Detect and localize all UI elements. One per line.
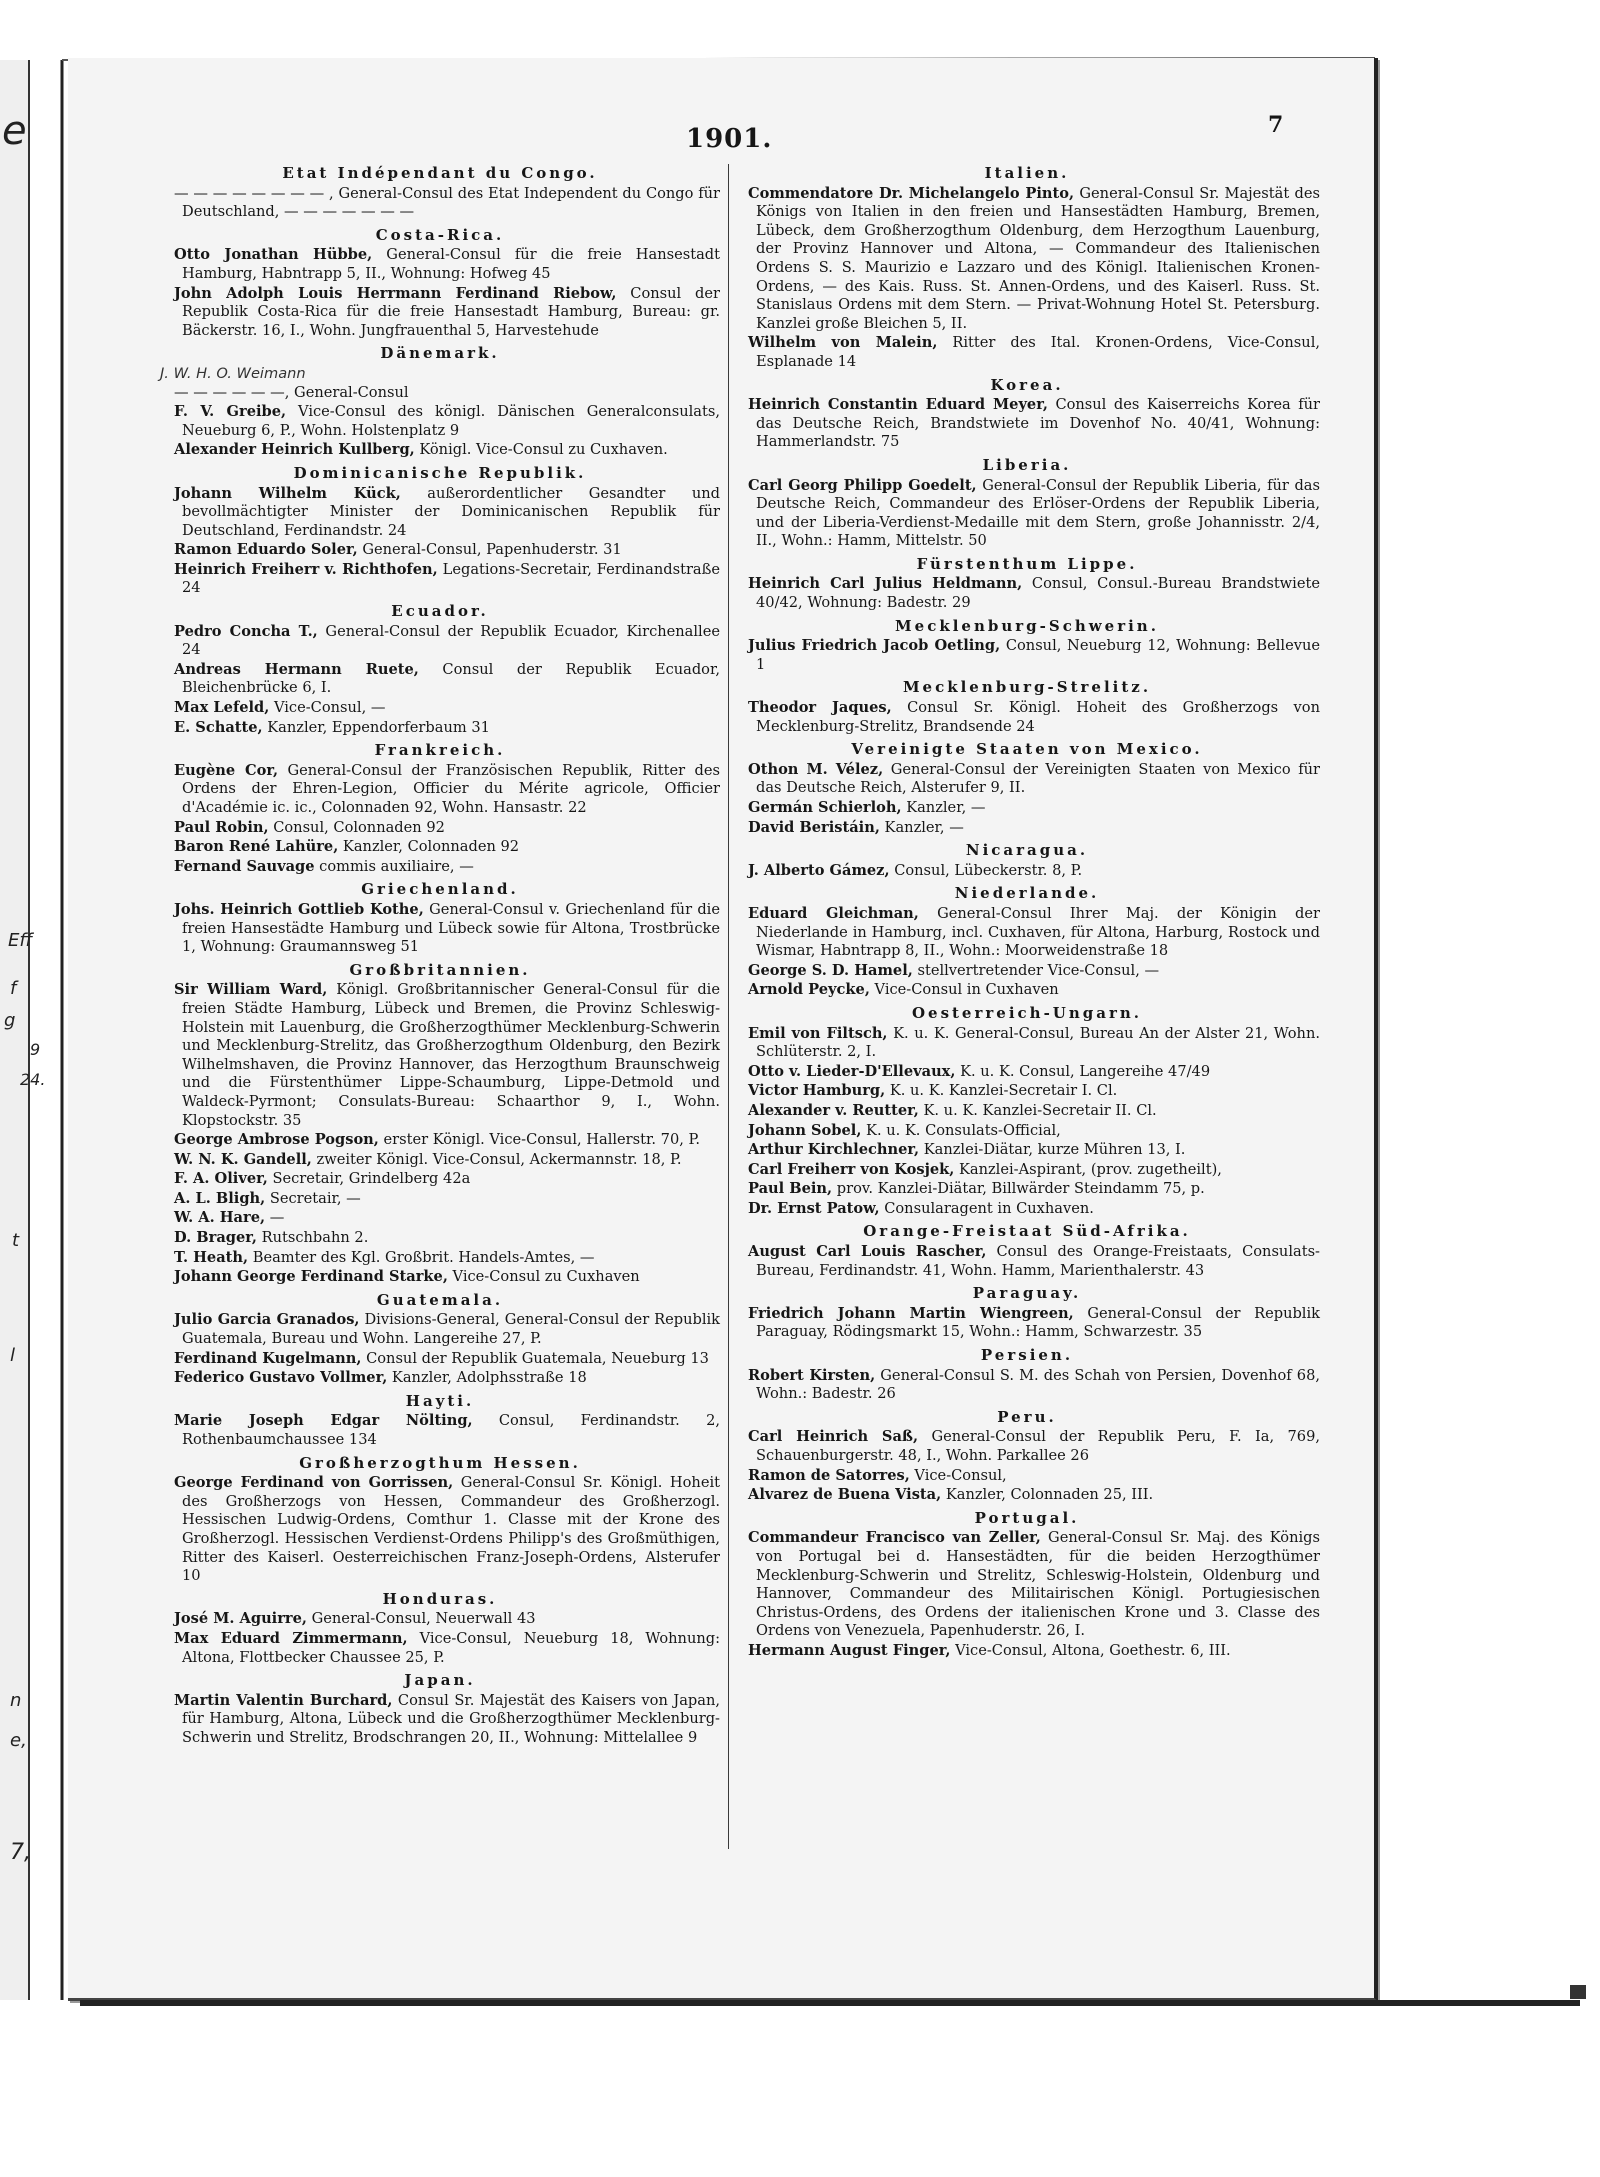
entry-text: Königl. Vice-Consul zu Cuxhaven. [414,441,668,459]
section-heading: Portugal. [974,1508,1080,1527]
entry-text: Consul des Kaiserreichs Korea für das Deutsche Reich, Brandstwiete im Dovenhof No. 40/41, Wohnung: Hammerlandstr. 75 [756,396,1320,451]
entry-text: — [265,1209,285,1227]
entry-name: Martin Valentin Burchard, [174,1691,393,1709]
directory-entry [160,719,720,738]
directory-entry [160,285,720,341]
directory-entry [160,858,720,877]
directory-entry [734,1642,1320,1661]
entry-text: Consul der Republik Ecuador, Bleichenbrücke 6, I. [182,660,720,697]
directory-entry [734,1305,1320,1342]
directory-entry [734,799,1320,818]
entry-name: Johann Wilhelm Kück, [174,484,401,502]
section-heading: Costa-Rica. [375,225,505,244]
margin-note: 24. [20,1070,46,1089]
entry-name: George Ferdinand von Gorrissen, [174,1474,454,1492]
margin-note: 9 [30,1040,41,1059]
margin-note: Eff [8,930,33,951]
entry-name: Julius Friedrich Jacob Oetling, [748,637,1001,655]
handwritten-annotation: J. W. H. O. Weimann [160,364,306,382]
entry-text: General-Consul der Republik Ecuador, Kirchenallee 24 [182,622,720,659]
entry-name: Othon M. Vélez, [748,760,884,778]
directory-entry [160,1692,720,1748]
directory-entry [734,1200,1320,1219]
entry-text: Königl. Großbritannischer General-Consul für die freien Städte Hamburg, Lübeck und Bremen, die Provinz Schleswig-Holstein mit Lauenburg, die Großherzogthümer Mecklenburg-Schwerin und Mecklenburg-Strelitz, das Großherzogthum Oldenburg, den Bezirk Wilhelmshaven, die Provinz Hannover, das Herzogthum Braunschweig und die Fürstenthümer Lippe-Schaumburg, Lippe-Detmold und Waldeck-Pyrmont; Consulats-Bureau: Schaarthor 9, I., Wohn. Klopstockstr. 35 [182,981,720,1129]
entry-text: Ritter des Ital. Kronen-Ordens, Vice-Consul, Esplanade 14 [756,334,1321,370]
entry-text: General-Consul der Republik Peru, F. Ia, 769, Schauenburgerstr. 48, I., Wohn. Parkallee 26 [756,1428,1320,1464]
entry-text: Consul, Ferdinandstr. 2, Rothenbaumchaussee 134 [182,1412,720,1448]
section-heading: Korea. [990,375,1064,394]
entry-name: Arnold Peycke, [748,981,870,999]
directory-entry [160,699,720,718]
entry-name: John Adolph Louis Herrmann Ferdinand Riebow, [174,284,617,302]
entry-name: Eduard Gleichman, [748,904,919,922]
entry-name: Johs. Heinrich Gottlieb Kothe, [174,900,424,918]
directory-entry [734,1063,1320,1082]
section-heading: Italien. [984,164,1070,182]
entry-name: Pedro Concha T., [174,622,318,640]
entry-name: Commandeur Francisco van Zeller, [748,1529,1041,1547]
directory-entry [734,905,1320,961]
margin-note: 7, [10,1840,31,1865]
directory-entry [160,403,720,440]
entry-text: General-Consul S. M. des Schah von Persien, Dovenhof 68, Wohn.: Badestr. 26 [756,1366,1320,1403]
directory-entry [160,623,720,660]
directory-entry [734,1428,1320,1465]
entry-name: José M. Aguirre, [174,1610,307,1628]
entry-text: Consul, Neueburg 12, Wohnung: Bellevue 1 [756,637,1320,673]
directory-entry [160,384,720,403]
entry-name: Emil von Filtsch, [748,1024,888,1042]
entry-text: — — — — — —, General-Consul [174,383,409,401]
directory-entry [734,1243,1320,1280]
entry-text: General-Consul der Vereinigten Staaten von Mexico für das Deutsche Reich, Alsterufer 9, II. [756,760,1320,797]
entry-name: Baron René Lahüre, [174,838,339,856]
entry-name: Hermann August Finger, [748,1641,951,1659]
entry-name: Dr. Ernst Patow, [748,1199,880,1217]
entry-text: General-Consul v. Griechenland für die freien Hansestädte Hamburg und Lübeck sowie für Altona, Trostbrücke 1, Wohnung: Graumannsweg 51 [182,900,720,956]
entry-name: T. Heath, [174,1248,249,1266]
entry-text: Vice-Consul des königl. Dänischen Generalconsulats, Neueburg 6, P., Wohn. Holstenplatz 9 [182,403,720,439]
page-number: 7 [1268,112,1284,138]
entry-text: K. u. K. Kanzlei-Secretair I. Cl. [885,1082,1118,1100]
entry-text: Kanzler, — [879,818,964,836]
entry-text: außerordentlicher Gesandter und bevollmächtigter Minister der Dominicanischen Republik für Deutschland, Ferdinandstr. 24 [182,484,720,539]
entry-name: J. Alberto Gámez, [748,861,890,879]
directory-entry [734,962,1320,981]
entry-name: F. V. Greibe, [174,403,287,421]
section-heading: Dänemark. [380,344,500,363]
directory-entry [160,541,720,560]
entry-text: Consularagent in Cuxhaven. [879,1199,1094,1217]
entry-name: Andreas Hermann Ruete, [174,660,419,678]
directory-entry [160,1474,720,1586]
entry-name: Theodor Jaques, [748,699,892,717]
entry-name: F. A. Oliver, [174,1170,268,1188]
section-heading: Hayti. [405,1391,475,1410]
section-heading: Honduras. [382,1589,498,1608]
section-heading: Mecklenburg-Schwerin. [895,616,1159,635]
entry-name: Carl Georg Philipp Goedelt, [748,476,977,494]
directory-entry [160,561,720,598]
entry-text: General-Consul Ihrer Maj. der Königin der Niederlande in Hamburg, incl. Cuxhaven, für Altona, Harburg, Rostock und Wismar, Habntrapp 8, II., Wohn.: Moorweidenstraße 18 [756,904,1321,960]
entry-name: Heinrich Carl Julius Heldmann, [748,575,1023,593]
entry-name: Heinrich Constantin Eduard Meyer, [748,396,1048,414]
entry-name: Julio Garcia Granados, [174,1311,360,1329]
section-heading: Guatemala. [376,1290,504,1309]
entry-name: W. N. K. Gandell, [174,1150,312,1168]
directory-entry [734,334,1320,371]
entry-text: General-Consul Sr. Majestät des Königs von Italien in den freien und Hansestädten Hamburg, Bremen, Lübeck, dem Großherzogthum Oldenburg, dem Herzogthum Lauenburg, der Provinz Hannover und Altona, — Commandeur des Italienischen Ordens S. S. Maurizio e Lazzaro und des Königl. Italienischen Kronen-Ordens, — des Kais. Russ. St. Annen-Ordens, und des Kaiserl. Russ. St. Stanislaus Ordens mit dem Stern. — Privat-Wohnung Hotel St. Petersburg. Kanzlei große Bleichen 5, II. [756,184,1320,332]
entry-text: Divisions-General, General-Consul der Republik Guatemala, Bureau und Wohn. Langereihe 27, P. [182,1311,720,1348]
directory-entry [734,819,1320,838]
entry-name: Carl Freiherr von Kosjek, [748,1160,955,1178]
entry-name: E. Schatte, [174,718,263,736]
directory-entry [734,1467,1320,1486]
entry-name: Federico Gustavo Vollmer, [174,1369,388,1387]
entry-text: Kanzlei-Aspirant, (prov. zugetheilt), [954,1160,1222,1178]
entry-name: August Carl Louis Rascher, [748,1243,987,1261]
margin-note: e [2,108,27,154]
scan-bottom-edge [80,2000,1580,2006]
directory-entry [734,477,1320,551]
entry-text: General-Consul der Republik Paraguay, Rödingsmarkt 15, Wohn.: Hamm, Schwarzestr. 35 [756,1304,1320,1341]
directory-entry [160,838,720,857]
directory-entry [160,1268,720,1287]
directory-entry [734,1180,1320,1199]
entry-name: George S. D. Hamel, [748,961,913,979]
entry-name: Johann Sobel, [748,1121,862,1139]
section-heading: Vereinigte Staaten von Mexico. [851,740,1203,759]
entry-text: General-Consul der Französischen Republik, Ritter des Ordens der Ehren-Legion, Officier du Mérite agricole, Officier d'Académie ic. ic., Colonnaden 92, Wohn. Hansastr. 22 [182,761,720,816]
entry-text: K. u. K. Consulats-Official, [861,1121,1061,1139]
section-heading: Großbritannien. [349,960,531,979]
entry-name: Robert Kirsten, [748,1366,876,1384]
entry-name: Friedrich Johann Martin Wiengreen, [748,1304,1074,1322]
entry-name: Wilhelm von Malein, [748,334,938,352]
directory-entry [734,981,1320,1000]
entry-text: Kanzler, Colonnaden 25, III. [941,1486,1154,1504]
entry-text: General-Consul, Papenhuderstr. 31 [357,541,622,559]
section-heading: Dominicanische Republik. [293,463,587,482]
directory-entry [734,1486,1320,1505]
directory-entry [160,1170,720,1189]
directory-entry [734,761,1320,798]
entry-name: Eugène Cor, [174,761,279,779]
entry-text: K. u. K. General-Consul, Bureau An der Alster 21, Wohn. Schlüterstr. 2, I. [756,1024,1320,1061]
section-heading: Orange-Freistaat Süd-Afrika. [863,1222,1191,1241]
entry-name: Alexander v. Reutter, [748,1101,919,1119]
entry-text: K. u. K. Consul, Langereihe 47/49 [955,1062,1211,1080]
entry-name: Marie Joseph Edgar Nölting, [174,1412,473,1430]
directory-entry [734,1122,1320,1141]
entry-text: General-Consul Sr. Königl. Hoheit des Großherzogs von Hessen, Commandeur des Großherzogl. Hessischen Ludwig-Ordens, Comthur 1. Classe mit der Krone des Großherzogl. Hessischen Verdienst-Ordens Philipp's des Großmüthigen, Ritter des Kaiserl. Oesterreichischen Franz-Joseph-Ordens, Alsterufer 10 [182,1474,721,1585]
directory-entry [160,441,720,460]
margin-note: e, [10,1730,27,1751]
directory-entry [160,1350,720,1369]
directory-entry [160,819,720,838]
entry-name: Germán Schierloh, [748,799,902,816]
entry-text: Consul, Consul.-Bureau Brandstwiete 40/42, Wohnung: Badestr. 29 [756,575,1320,612]
directory-entry [734,1082,1320,1101]
entry-name: Ferdinand Kugelmann, [174,1349,362,1367]
entry-text: General-Consul, Neuerwall 43 [306,1610,536,1628]
entry-text: zweiter Königl. Vice-Consul, Ackermannstr. 18, P. [311,1150,682,1168]
directory-entry [160,981,720,1130]
section-heading: Frankreich. [374,741,506,760]
directory-entry [160,1151,720,1170]
scan-corner-mark [1570,1985,1586,1999]
entry-text: prov. Kanzlei-Diätar, Billwärder Steindamm 75, p. [832,1180,1205,1198]
directory-entry [734,1141,1320,1160]
entry-text: erster Königl. Vice-Consul, Hallerstr. 70, P. [378,1131,701,1149]
entry-text: Kanzler, Colonnaden 92 [338,838,520,856]
entry-text: Beamter des Kgl. Großbrit. Handels-Amtes, — [248,1248,595,1266]
directory-entry [734,1367,1320,1404]
entry-text: Consul Sr. Majestät des Kaisers von Japan, für Hamburg, Altona, Lübeck und die Großherzogthümer Mecklenburg-Schwerin und Strelitz, Brodschrangen 20, II., Wohnung: Mittelallee 9 [182,1691,720,1746]
directory-entry [160,661,720,698]
entry-name: Otto Jonathan Hübbe, [174,246,373,264]
entry-text: Legations-Secretair, Ferdinandstraße 24 [182,560,720,597]
directory-entry [160,1412,720,1449]
directory-entry [734,396,1320,452]
directory-entry [160,901,720,957]
section-heading: Mecklenburg-Strelitz. [902,678,1152,697]
section-heading: Japan. [404,1671,476,1690]
entry-text: Secretair, Grindelberg 42a [267,1170,471,1188]
entry-text: — — — — — — — — , General-Consul des Etat Independent du Congo für Deutschland, — — — — — — — [174,184,720,221]
entry-name: Johann George Ferdinand Starke, [174,1268,448,1286]
entry-text: Kanzler, — [901,799,986,816]
entry-text: Vice-Consul, — [269,699,386,717]
entry-name: Fernand Sauvage [174,857,315,875]
left-column [160,160,720,1749]
section-heading: Paraguay. [972,1284,1082,1303]
entry-name: Otto v. Lieder-D'Ellevaux, [748,1062,956,1080]
entry-name: W. A. Hare, [174,1209,266,1227]
section-heading: Ecuador. [391,602,489,621]
section-heading: Niederlande. [954,884,1100,903]
entry-text: commis auxiliaire, — [314,857,474,875]
directory-entry [160,185,720,222]
entry-name: A. L. Bligh, [174,1189,266,1207]
entry-name: Paul Robin, [174,818,269,836]
entry-name: Alvarez de Buena Vista, [748,1486,942,1504]
column-divider [728,164,729,1849]
entry-text: K. u. K. Kanzlei-Secretair II. Cl. [918,1101,1157,1119]
entry-name: George Ambrose Pogson, [174,1131,379,1149]
section-heading: Etat Indépendant du Congo. [282,164,598,182]
entry-text: Consul Sr. Königl. Hoheit des Großherzogs von Mecklenburg-Strelitz, Brandsende 24 [756,699,1320,735]
entry-text: Vice-Consul, Neueburg 18, Wohnung: Altona, Flottbecker Chaussee 25, P. [182,1629,720,1666]
directory-entry [160,1369,720,1388]
directory-entry [734,575,1320,612]
directory-entry [734,699,1320,736]
directory-entry [734,1025,1320,1062]
entry-text: stellvertretender Vice-Consul, — [912,961,1160,979]
directory-entry [734,1102,1320,1121]
entry-name: Carl Heinrich Saß, [748,1428,919,1446]
entry-text: Kanzler, Adolphsstraße 18 [387,1369,587,1387]
margin-note: t [12,1230,20,1251]
entry-name: Victor Hamburg, [748,1082,886,1100]
section-heading: Großherzogthum Hessen. [299,1453,581,1472]
entry-text: Kanzlei-Diätar, kurze Mühren 13, I. [919,1141,1186,1159]
entry-text: General-Consul der Republik Liberia, für das Deutsche Reich, Commandeur des Erlöser-Ordens der Republik Liberia, und der Liberia-Verdienst-Medaille mit dem Stern, große Johannisstr. 2/4, II., Wohn.: Hamm, Mittelstr. 50 [756,476,1320,550]
directory-entry [734,1529,1320,1641]
directory-entry [160,1249,720,1268]
section-heading: Oesterreich-Ungarn. [911,1003,1143,1022]
page-header-year: 1901. [686,124,773,154]
directory-entry [160,1131,720,1150]
entry-text: Vice-Consul, [909,1466,1007,1484]
directory-entry [160,762,720,818]
margin-note: f [10,978,17,999]
directory-entry [160,1630,720,1667]
entry-text: Consul, Colonnaden 92 [268,818,445,836]
directory-entry [160,485,720,541]
entry-text: Consul der Republik Guatemala, Neueburg 13 [361,1349,709,1367]
directory-entry [160,1190,720,1209]
section-heading: Fürstenthum Lippe. [916,554,1138,573]
margin-note: g [4,1010,16,1031]
entry-name: David Beristáin, [748,818,880,836]
section-heading: Persien. [980,1346,1074,1365]
entry-name: Max Lefeld, [174,699,270,717]
entry-name: Ramon de Satorres, [748,1466,910,1484]
entry-name: Commendatore Dr. Michelangelo Pinto, [748,184,1075,202]
section-heading: Peru. [997,1407,1057,1426]
entry-text: Consul, Lübeckerstr. 8, P. [889,861,1083,879]
section-heading: Griechenland. [361,880,519,899]
entry-name: Paul Bein, [748,1180,833,1198]
margin-note: n [10,1690,22,1711]
entry-text: Vice-Consul in Cuxhaven [869,981,1059,999]
entry-text: Consul der Republik Costa-Rica für die freie Hansestadt Hamburg, Bureau: gr. Bäckerstr. 16, I., Wohn. Jungfrauenthal 5, Harvestehude [182,284,720,339]
section-heading: Nicaragua. [965,841,1089,860]
margin-note: l [10,1345,16,1366]
directory-entry [160,246,720,283]
directory-entry [160,1209,720,1228]
entry-name: Sir William Ward, [174,981,328,999]
entry-name: Max Eduard Zimmermann, [174,1629,408,1647]
directory-entry [734,1161,1320,1180]
entry-text: Secretair, — [265,1189,361,1207]
entry-text: Rutschbahn 2. [256,1229,369,1247]
directory-entry [734,862,1320,881]
section-heading: Liberia. [982,455,1072,474]
directory-entry [734,185,1320,334]
entry-text: General-Consul für die freie Hansestadt Hamburg, Habntrapp 5, II., Wohnung: Hofweg 45 [182,246,720,282]
entry-text: Consul des Orange-Freistaats, Consulats-Bureau, Ferdinandstr. 41, Wohn. Hamm, Marienthalerstr. 43 [756,1243,1320,1279]
entry-text: Kanzler, Eppendorferbaum 31 [262,718,490,736]
entry-name: Arthur Kirchlechner, [748,1141,920,1159]
entry-text: Vice-Consul zu Cuxhaven [447,1268,640,1286]
directory-entry [160,1311,720,1348]
entry-name: Heinrich Freiherr v. Richthofen, [174,560,438,578]
right-column [734,160,1320,1662]
directory-entry [734,637,1320,674]
directory-entry [160,1610,720,1629]
entry-name: Alexander Heinrich Kullberg, [174,441,415,459]
directory-entry [160,1229,720,1248]
entry-text: General-Consul Sr. Maj. des Königs von Portugal bei d. Hansestädten, für die beiden Herzogthümer Mecklenburg-Schwerin und Strelitz, Schleswig-Holstein, Oldenburg und Hannover, Commandeur des Militairischen Königl. Portugiesischen Christus-Ordens, des Ordens der italienischen Krone und 3. Classe des Ordens von Venezuela, Papenhuderstr. 26, I. [756,1529,1320,1640]
entry-name: Ramon Eduardo Soler, [174,541,358,559]
entry-name: D. Brager, [174,1229,257,1247]
entry-text: Vice-Consul, Altona, Goethestr. 6, III. [950,1641,1231,1659]
